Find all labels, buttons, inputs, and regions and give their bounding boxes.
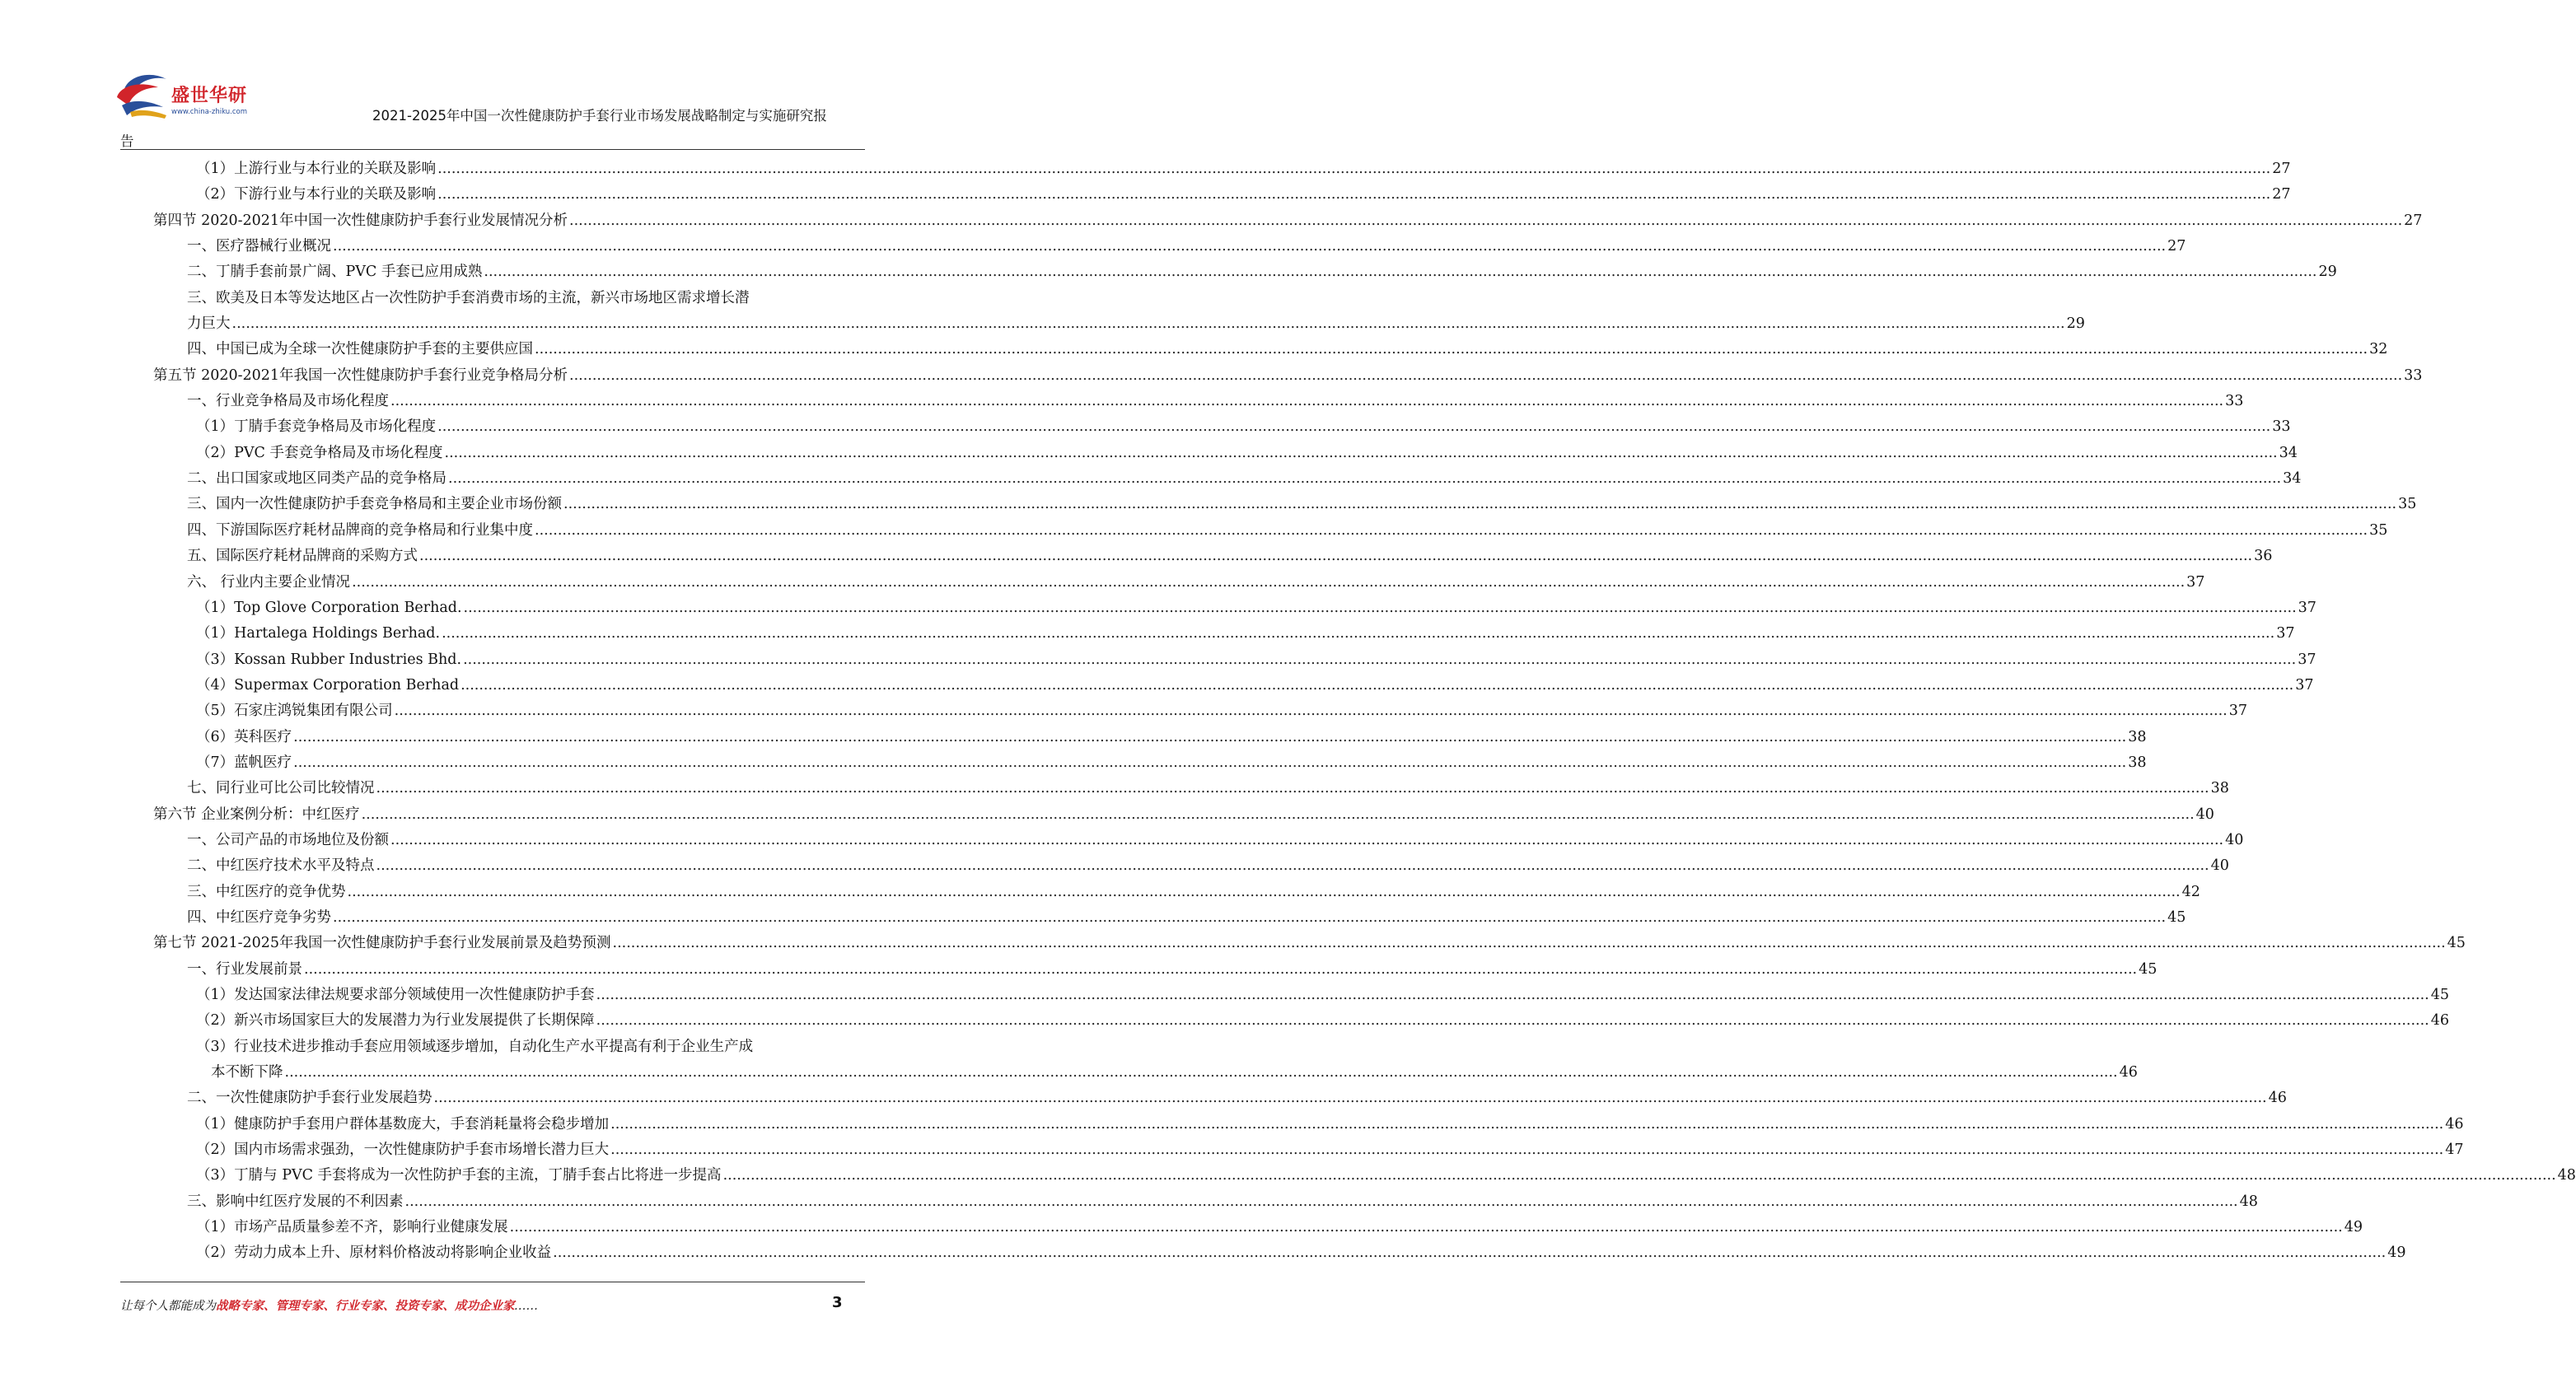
toc-entry-link[interactable] <box>196 1114 2464 1134</box>
toc-entry-link[interactable] <box>187 1088 2287 1108</box>
toc-entry-title: （5）石家庄鸿锐集团有限公司 <box>196 703 393 720</box>
toc-leader-dots: ................................................................................................................................................................................................................................................................................................................................................................................................................ <box>596 1012 2429 1030</box>
toc-entry-link[interactable] <box>187 546 2273 566</box>
toc-page-number: 27 <box>2167 238 2186 255</box>
toc-page-number: 38 <box>2210 780 2229 797</box>
toc-row <box>0 595 2317 621</box>
toc-row <box>0 983 2450 1008</box>
toc-leader-dots: ................................................................................................................................................................................................................................................................................................................................................................................................................ <box>437 186 2271 203</box>
toc-leader-dots: ................................................................................................................................................................................................................................................................................................................................................................................................................ <box>304 960 2138 978</box>
toc-entry-link[interactable] <box>153 211 2423 231</box>
toc-leader-dots: ................................................................................................................................................................................................................................................................................................................................................................................................................ <box>442 625 2275 642</box>
toc-page-number: 48 <box>2239 1193 2258 1210</box>
toc-entry-link[interactable] <box>187 521 2388 540</box>
toc-entry-title: 四、中红医疗竞争劣势 <box>187 908 331 926</box>
toc-entry-link[interactable] <box>196 417 2291 437</box>
toc-row <box>0 466 2302 492</box>
toc-leader-dots: ................................................................................................................................................................................................................................................................................................................................................................................................................ <box>444 444 2278 461</box>
toc-page-number: 33 <box>2404 367 2423 384</box>
toc-page-number: 46 <box>2445 1115 2464 1132</box>
toc-page-number: 46 <box>2430 1012 2450 1030</box>
toc-entry-link[interactable] <box>187 830 2244 850</box>
toc-row <box>0 750 2147 776</box>
toc-entry-title: 二、出口国家或地区同类产品的竞争格局 <box>187 470 446 488</box>
toc-entry-title: （3）Kossan Rubber Industries Bhd. <box>196 651 462 668</box>
toc-entry-title: 三、中红医疗的竞争优势 <box>187 883 346 900</box>
toc-leader-dots: ................................................................................................................................................................................................................................................................................................................................................................................................................ <box>610 1115 2444 1132</box>
toc-entry-title: 七、同行业可比公司比较情况 <box>187 780 375 797</box>
toc-entry-link[interactable] <box>196 598 2317 618</box>
toc-page-number: 38 <box>2128 728 2147 745</box>
toc-entry-title: （7）蓝帆医疗 <box>196 754 292 771</box>
toc-leader-dots: ................................................................................................................................................................................................................................................................................................................................................................................................................ <box>463 599 2297 616</box>
toc-row <box>0 544 2273 569</box>
toc-row <box>0 1086 2287 1111</box>
toc-entry-link[interactable] <box>187 391 2244 411</box>
toc-page-number: 37 <box>2186 573 2205 591</box>
toc-leader-dots: ................................................................................................................................................................................................................................................................................................................................................................................................................ <box>612 935 2446 952</box>
toc-row <box>0 698 2248 724</box>
toc-leader-dots: ................................................................................................................................................................................................................................................................................................................................................................................................................ <box>333 238 2167 255</box>
toc-leader-dots: ................................................................................................................................................................................................................................................................................................................................................................................................................ <box>596 987 2429 1003</box>
page-number: 3 <box>832 1294 843 1311</box>
toc-row <box>0 311 2085 337</box>
toc-row <box>0 441 2298 466</box>
toc-page-number: 45 <box>2139 960 2158 978</box>
toc-row <box>0 880 2200 905</box>
toc-leader-dots: ................................................................................................................................................................................................................................................................................................................................................................................................................ <box>293 728 2127 745</box>
toc-leader-dots: ................................................................................................................................................................................................................................................................................................................................................................................................................ <box>448 470 2282 488</box>
toc-page-number: 46 <box>2119 1064 2138 1081</box>
toc-leader-dots: ................................................................................................................................................................................................................................................................................................................................................................................................................ <box>437 161 2271 177</box>
toc-leader-dots: ................................................................................................................................................................................................................................................................................................................................................................................................................ <box>376 857 2209 875</box>
toc-entry-title: 第五节 2020-2021年我国一次性健康防护手套行业竞争格局分析 <box>153 367 568 384</box>
toc-row <box>0 1112 2464 1137</box>
toc-entry-link[interactable] <box>196 1165 2576 1185</box>
toc-page-number: 37 <box>2298 599 2317 616</box>
toc-page-number: 33 <box>2225 393 2244 410</box>
toc-row <box>0 363 2423 389</box>
toc-page-number: 32 <box>2369 341 2388 358</box>
toc-entry-link[interactable] <box>187 882 2200 902</box>
toc-leader-dots: ................................................................................................................................................................................................................................................................................................................................................................................................................ <box>347 883 2181 900</box>
toc-page-number: 34 <box>2279 444 2298 461</box>
slogan-suffix: …… <box>514 1300 539 1313</box>
toc-entry-title: 二、丁腈手套前景广阔、PVC 手套已应用成熟 <box>187 264 483 281</box>
toc-entry-title: 本不断下降 <box>211 1064 283 1081</box>
toc-entry-title[interactable]: 三、欧美及日本等发达地区占一次性防护手套消费市场的主流，新兴市场地区需求增长潜 <box>187 289 750 306</box>
toc-entry-link[interactable] <box>196 727 2147 747</box>
toc-leader-dots: ................................................................................................................................................................................................................................................................................................................................................................................................................ <box>484 264 2317 281</box>
toc-leader-dots: ................................................................................................................................................................................................................................................................................................................................................................................................................ <box>722 1167 2556 1184</box>
toc-entry-title: （1）Hartalega Holdings Berhad. <box>196 625 441 642</box>
toc-entry-link[interactable] <box>187 572 2205 592</box>
toc-row <box>0 621 2295 647</box>
toc-leader-dots: ................................................................................................................................................................................................................................................................................................................................................................................................................ <box>390 393 2224 410</box>
toc-page-number: 40 <box>2210 857 2229 875</box>
toc-entry-link[interactable] <box>187 778 2229 798</box>
toc-entry-link[interactable] <box>187 339 2388 359</box>
toc-entry-link[interactable] <box>196 675 2314 695</box>
toc-entry-link[interactable] <box>153 933 2466 953</box>
toc-leader-dots: ................................................................................................................................................................................................................................................................................................................................................................................................................ <box>361 806 2195 823</box>
toc-leader-dots: ................................................................................................................................................................................................................................................................................................................................................................................................................ <box>284 1064 2118 1081</box>
toc-entry-link[interactable] <box>187 1192 2258 1212</box>
slogan-highlight: 战略专家、管理专家、行业专家、投资专家、成功企业家 <box>216 1300 515 1313</box>
toc-page-number: 27 <box>2272 161 2291 177</box>
toc-entry-title: （1）丁腈手套竞争格局及市场化程度 <box>196 418 437 436</box>
toc-entry-link[interactable] <box>196 650 2317 670</box>
toc-entry-title: （2）新兴市场国家巨大的发展潜力为行业发展提供了长期保障 <box>196 1012 595 1030</box>
toc-page-number: 37 <box>2295 676 2314 694</box>
toc-entry-title: （3）丁腈与 PVC 手套将成为一次性防护手套的主流，丁腈手套占比将进一步提高 <box>196 1167 722 1184</box>
toc-row <box>0 208 2423 234</box>
toc-page-number: 46 <box>2268 1090 2287 1107</box>
toc-row <box>0 182 2291 208</box>
toc-page-number: 47 <box>2445 1142 2464 1159</box>
toc-leader-dots: ................................................................................................................................................................................................................................................................................................................................................................................................................ <box>293 754 2127 771</box>
toc-entry-title: （1）健康防护手套用户群体基数庞大，手套消耗量将会稳步增加 <box>196 1115 610 1132</box>
toc-page-number: 45 <box>2430 987 2450 1003</box>
toc-entry-title: 五、国际医疗耗材品牌商的采购方式 <box>187 548 418 565</box>
logo-name: 盛世华研 <box>171 86 248 106</box>
toc-entry-link[interactable] <box>187 494 2417 514</box>
toc-entry-link[interactable] <box>187 469 2302 488</box>
toc-entry-link[interactable] <box>196 443 2298 463</box>
table-of-contents <box>0 156 2576 1267</box>
report-title-continued: 告 <box>120 133 134 149</box>
toc-page-number: 40 <box>2195 806 2214 823</box>
toc-page-number: 42 <box>2181 883 2200 900</box>
toc-leader-dots: ................................................................................................................................................................................................................................................................................................................................................................................................................ <box>390 831 2224 848</box>
toc-row <box>0 802 2214 828</box>
toc-entry-title: 一、行业竞争格局及市场化程度 <box>187 393 389 410</box>
toc-leader-dots: ................................................................................................................................................................................................................................................................................................................................................................................................................ <box>419 548 2253 565</box>
toc-leader-dots: ................................................................................................................................................................................................................................................................................................................................................................................................................ <box>231 315 2065 333</box>
toc-entry-title: 二、一次性健康防护手套行业发展趋势 <box>187 1090 432 1107</box>
toc-entry-title: 二、中红医疗技术水平及特点 <box>187 857 375 875</box>
toc-entry-link[interactable] <box>187 960 2158 979</box>
toc-entry-link[interactable] <box>187 262 2337 282</box>
toc-leader-dots: ................................................................................................................................................................................................................................................................................................................................................................................................................ <box>535 521 2368 539</box>
toc-entry-link[interactable] <box>187 908 2186 927</box>
toc-leader-dots: ................................................................................................................................................................................................................................................................................................................................................................................................................ <box>461 676 2294 694</box>
toc-entry-title: （4）Supermax Corporation Berhad <box>196 676 460 694</box>
toc-leader-dots: ................................................................................................................................................................................................................................................................................................................................................................................................................ <box>394 703 2228 720</box>
toc-row <box>0 1008 2450 1034</box>
toc-leader-dots: ................................................................................................................................................................................................................................................................................................................................................................................................................ <box>553 1245 2387 1262</box>
toc-page-number: 49 <box>2344 1219 2363 1236</box>
toc-row <box>0 518 2388 544</box>
toc-row <box>0 1163 2576 1189</box>
toc-entry-title: 第七节 2021-2025年我国一次性健康防护手套行业发展前景及趋势预测 <box>153 935 611 952</box>
toc-entry-title: （1）Top Glove Corporation Berhad. <box>196 599 462 616</box>
toc-row <box>0 1060 2138 1086</box>
toc-entry-title: 第六节 企业案例分析：中红医疗 <box>153 806 360 823</box>
slogan-prefix: 让每个人都能成为 <box>120 1300 216 1313</box>
toc-leader-dots: ................................................................................................................................................................................................................................................................................................................................................................................................................ <box>352 573 2186 591</box>
toc-entry-title: （6）英科医疗 <box>196 728 292 745</box>
toc-leader-dots: ................................................................................................................................................................................................................................................................................................................................................................................................................ <box>463 651 2297 668</box>
toc-row <box>0 673 2314 698</box>
toc-page-number: 49 <box>2387 1245 2406 1262</box>
toc-entry-link[interactable] <box>196 1011 2450 1030</box>
toc-row <box>0 389 2244 414</box>
toc-entry-link[interactable] <box>196 985 2450 1005</box>
toc-page-number: 37 <box>2228 703 2248 720</box>
toc-entry-title: 一、行业发展前景 <box>187 960 302 978</box>
toc-row <box>0 259 2337 285</box>
toc-row <box>0 853 2229 879</box>
toc-entry-link[interactable] <box>187 236 2186 256</box>
toc-page-number: 29 <box>2318 264 2337 281</box>
toc-row <box>0 1034 981 1060</box>
toc-page-number: 37 <box>2276 625 2295 642</box>
toc-row <box>0 931 2466 956</box>
toc-entry-title: 力巨大 <box>187 315 231 333</box>
toc-row <box>0 234 2186 259</box>
toc-entry-title: 三、影响中红医疗发展的不利因素 <box>187 1193 404 1210</box>
toc-row <box>0 337 2388 362</box>
toc-page-number: 45 <box>2447 935 2466 952</box>
footer-slogan <box>120 1296 539 1314</box>
toc-entry-link[interactable] <box>187 314 2085 334</box>
header-divider <box>120 149 865 150</box>
toc-row <box>0 1137 2464 1163</box>
toc-entry-link[interactable] <box>196 623 2295 643</box>
toc-entry-link[interactable] <box>196 1243 2406 1263</box>
toc-row <box>0 570 2205 595</box>
toc-page-number: 35 <box>2369 521 2388 539</box>
toc-page-number: 40 <box>2225 831 2244 848</box>
toc-row <box>0 492 2417 517</box>
toc-entry-title: （2）PVC 手套竞争格局及市场化程度 <box>196 444 443 461</box>
toc-leader-dots: ................................................................................................................................................................................................................................................................................................................................................................................................................ <box>333 908 2167 926</box>
toc-leader-dots: ................................................................................................................................................................................................................................................................................................................................................................................................................ <box>610 1142 2444 1159</box>
toc-entry-title: 第四节 2020-2021年中国一次性健康防护手套行业发展情况分析 <box>153 212 568 229</box>
report-title: 2021-2025年中国一次性健康防护手套行业市场发展战略制定与实施研究报 <box>372 108 827 124</box>
toc-page-number: 33 <box>2272 418 2291 436</box>
toc-row <box>0 957 2158 983</box>
toc-leader-dots: ................................................................................................................................................................................................................................................................................................................................................................................................................ <box>569 212 2403 229</box>
toc-entry-title: （1）发达国家法律法规要求部分领域使用一次性健康防护手套 <box>196 987 595 1003</box>
toc-entry-title: （2）下游行业与本行业的关联及影响 <box>196 186 437 203</box>
toc-page-number: 48 <box>2557 1167 2576 1184</box>
toc-entry-link[interactable] <box>196 1217 2363 1237</box>
toc-entry-link[interactable] <box>153 805 2214 824</box>
toc-entry-title: 一、医疗器械行业概况 <box>187 238 331 255</box>
toc-entry-title[interactable]: （3）行业技术进步推动手套应用领域逐步增加，自动化生产水平提高有利于企业生产成 <box>196 1038 754 1055</box>
logo-url: www.china-zhiku.com <box>171 108 247 116</box>
toc-entry-title: 一、公司产品的市场地位及份额 <box>187 831 389 848</box>
toc-entry-title: （2）劳动力成本上升、原材料价格波动将影响企业收益 <box>196 1245 552 1262</box>
toc-page-number: 34 <box>2283 470 2302 488</box>
toc-page-number: 38 <box>2128 754 2147 771</box>
toc-row <box>0 776 2229 801</box>
toc-entry-link[interactable] <box>196 184 2291 204</box>
toc-row <box>0 414 2291 440</box>
toc-row <box>0 828 2244 853</box>
toc-entry-link[interactable] <box>196 159 2291 179</box>
toc-entry-link[interactable] <box>196 753 2147 773</box>
toc-entry-title: 三、国内一次性健康防护手套竞争格局和主要企业市场份额 <box>187 496 562 513</box>
toc-entry-title: 六、 行业内主要企业情况 <box>187 573 351 591</box>
toc-row <box>0 725 2147 750</box>
toc-row <box>0 156 2291 182</box>
toc-page-number: 45 <box>2167 908 2186 926</box>
toc-entry-link[interactable] <box>196 1140 2464 1160</box>
toc-entry-title: 四、中国已成为全球一次性健康防护手套的主要供应国 <box>187 341 533 358</box>
toc-row <box>0 1240 2406 1266</box>
toc-row <box>0 286 981 311</box>
toc-entry-link[interactable] <box>187 856 2229 876</box>
toc-leader-dots: ................................................................................................................................................................................................................................................................................................................................................................................................................ <box>404 1193 2238 1210</box>
toc-entry-link[interactable] <box>211 1062 2138 1082</box>
toc-row <box>0 905 2186 931</box>
toc-leader-dots: ................................................................................................................................................................................................................................................................................................................................................................................................................ <box>437 418 2271 436</box>
toc-entry-title: （1）市场产品质量参差不齐，影响行业健康发展 <box>196 1219 508 1236</box>
toc-page-number: 36 <box>2254 548 2273 565</box>
toc-page-number: 29 <box>2066 315 2085 333</box>
page-header <box>0 0 981 156</box>
toc-entry-title: （2）国内市场需求强劲，一次性健康防护手套市场增长潜力巨大 <box>196 1142 610 1159</box>
toc-row <box>0 1189 2258 1215</box>
toc-page-number: 37 <box>2298 651 2317 668</box>
toc-row <box>0 647 2317 673</box>
toc-page-number: 35 <box>2398 496 2417 513</box>
toc-page-number: 27 <box>2272 186 2291 203</box>
toc-leader-dots: ................................................................................................................................................................................................................................................................................................................................................................................................................ <box>569 367 2403 384</box>
toc-leader-dots: ................................................................................................................................................................................................................................................................................................................................................................................................................ <box>376 780 2209 797</box>
toc-leader-dots: ................................................................................................................................................................................................................................................................................................................................................................................................................ <box>509 1219 2343 1236</box>
toc-leader-dots: ................................................................................................................................................................................................................................................................................................................................................................................................................ <box>433 1090 2267 1107</box>
toc-row <box>0 1215 2363 1240</box>
toc-leader-dots: ................................................................................................................................................................................................................................................................................................................................................................................................................ <box>535 341 2368 358</box>
toc-entry-title: 四、下游国际医疗耗材品牌商的竞争格局和行业集中度 <box>187 521 533 539</box>
toc-entry-title: （1）上游行业与本行业的关联及影响 <box>196 161 437 177</box>
toc-leader-dots: ................................................................................................................................................................................................................................................................................................................................................................................................................ <box>563 496 2397 513</box>
toc-entry-link[interactable] <box>196 701 2248 721</box>
toc-page-number: 27 <box>2404 212 2423 229</box>
toc-entry-link[interactable] <box>153 366 2423 385</box>
